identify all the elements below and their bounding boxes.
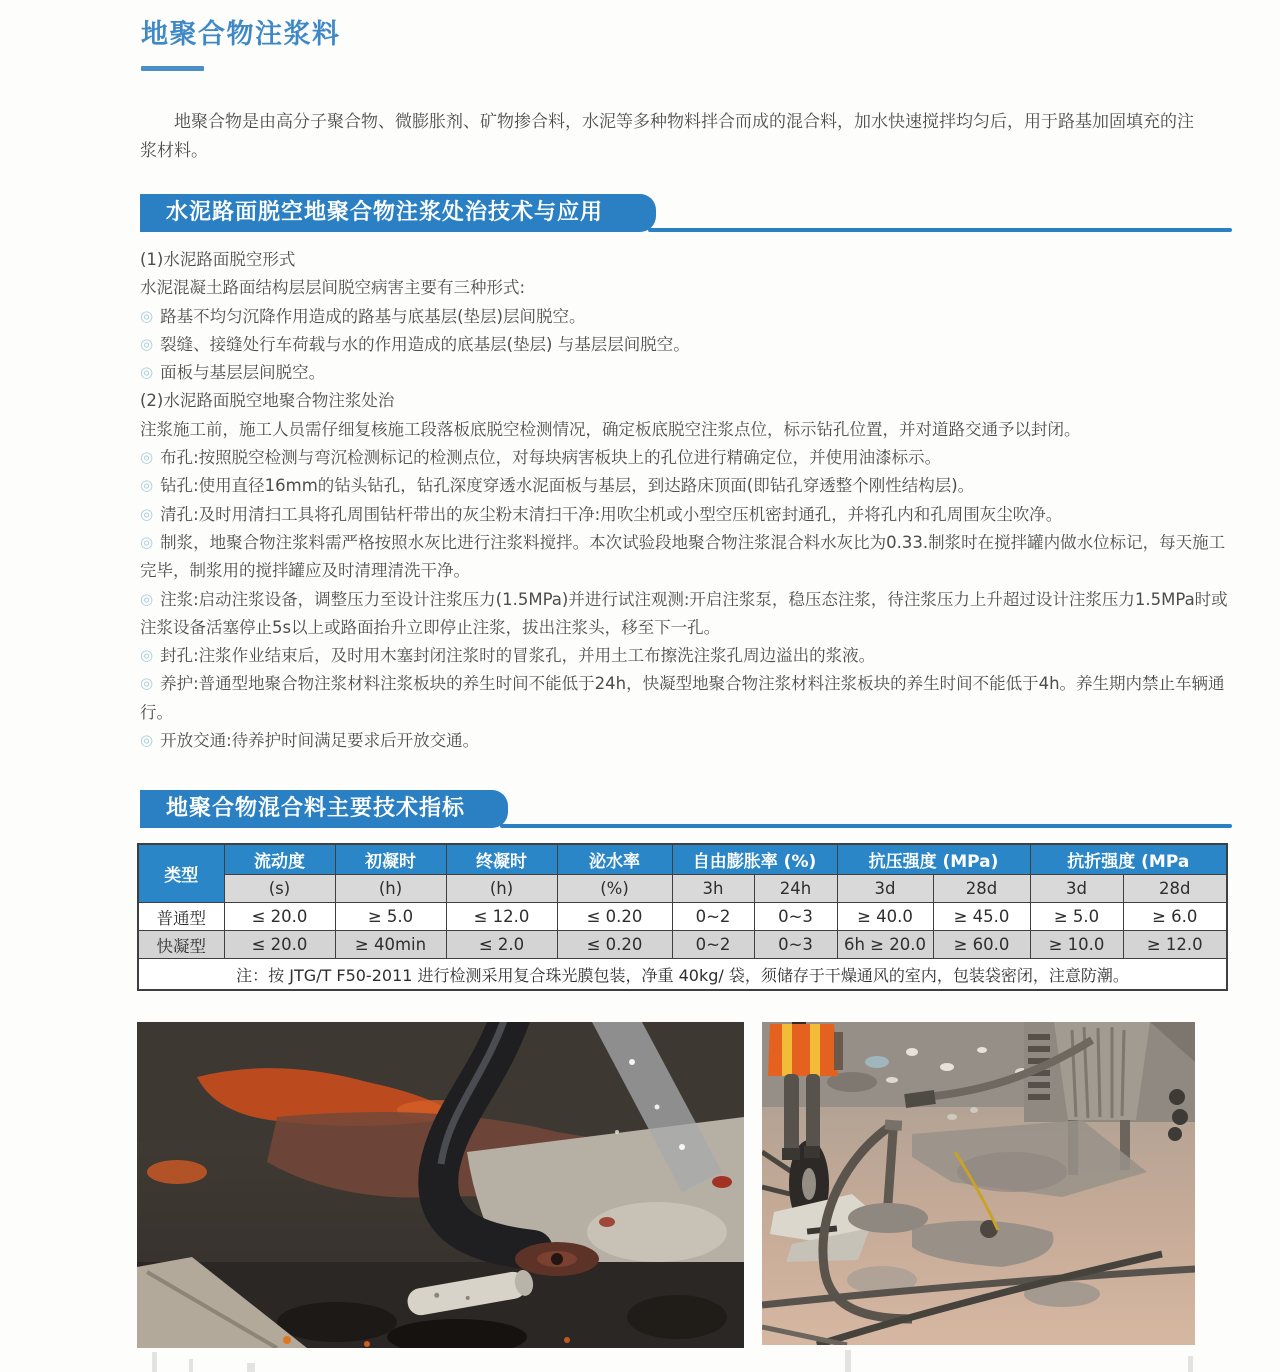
row-type-cell: 快凝型 bbox=[138, 931, 224, 959]
intro-paragraph: 地聚合物是由高分子聚合物、微膨胀剂、矿物掺合料，水泥等多种物料拌合而成的混合料，加水快速搅拌均匀后，用于路基加固填充的注浆材料。 bbox=[140, 112, 1194, 161]
spec-table bbox=[137, 843, 1228, 991]
list-item: 水泥混凝土路面结构层层间脱空病害主要有三种形式: bbox=[140, 278, 526, 298]
table-unit-cell: 3d bbox=[837, 875, 933, 903]
table-note-row bbox=[138, 959, 1227, 991]
table-cell: ≥ 12.0 bbox=[1123, 931, 1227, 959]
row-type-cell: 普通型 bbox=[138, 903, 224, 931]
ring-bullet-icon: ◎ bbox=[140, 448, 154, 467]
section-banner-treatment: 水泥路面脱空地聚合物注浆处治技术与应用 bbox=[140, 194, 656, 232]
table-cell: ≥ 10.0 bbox=[1030, 931, 1123, 959]
list-item: ◎ 制浆，地聚合物注浆料需严格按照水灰比进行注浆料搅拌。本次试验段地聚合物注浆混合料水灰比为0.33.制浆时在搅拌罐内做水位标记，每天施工完毕，制浆用的搅拌罐应及时清理清洗干净。 bbox=[140, 532, 1226, 581]
table-cell: ≤ 20.0 bbox=[224, 931, 335, 959]
list-item: ◎ 布孔:按照脱空检测与弯沉检测标记的检测点位，对每块病害板块上的孔位进行精确定位，并使用油漆标示。 bbox=[140, 448, 942, 468]
ring-bullet-icon: ◎ bbox=[140, 532, 154, 551]
table-cell: 0~3 bbox=[754, 903, 837, 931]
table-unit-cell: 24h bbox=[754, 875, 837, 903]
table-cell: 0~2 bbox=[672, 931, 754, 959]
page-artifact-mark bbox=[189, 1359, 193, 1372]
table-header-row bbox=[138, 844, 1227, 875]
table-cell: ≥ 40min bbox=[335, 931, 446, 959]
asphalt-grouting-illustration bbox=[137, 1022, 744, 1348]
ring-bullet-icon: ◎ bbox=[140, 731, 154, 750]
table-cell: ≤ 12.0 bbox=[446, 903, 557, 931]
treatment-list bbox=[140, 246, 1234, 755]
banner-rule-line bbox=[500, 824, 1232, 828]
table-cell: ≥ 45.0 bbox=[933, 903, 1030, 931]
table-header-cell: 流动度 bbox=[224, 844, 335, 875]
table-cell: ≥ 5.0 bbox=[335, 903, 446, 931]
table-header-cell: 泌水率 bbox=[557, 844, 672, 875]
table-cell: ≥ 6.0 bbox=[1123, 903, 1227, 931]
list-item: ◎ 封孔:注浆作业结束后，及时用木塞封闭注浆时的冒浆孔，并用土工布擦洗注浆孔周边溢出的浆液。 bbox=[140, 646, 876, 666]
ring-bullet-icon: ◎ bbox=[140, 476, 154, 495]
page-artifact-mark bbox=[845, 1350, 851, 1372]
table-header-cell: 终凝时 bbox=[446, 844, 557, 875]
table-unit-cell: 3d bbox=[1030, 875, 1123, 903]
table-corner-header: 类型 bbox=[138, 844, 224, 903]
table-unit-cell: (s) bbox=[224, 875, 335, 903]
list-item: ◎ 注浆:启动注浆设备，调整压力至设计注浆压力(1.5MPa)并进行试注观测:开启注浆泵，稳压态注浆，待注浆压力上升超过设计注浆压力1.5MPa时或注浆设备活塞停止5s以上或路面抬升立即停止注浆，拔出注浆头，移至下一孔。 bbox=[140, 589, 1228, 637]
table-note-cell: 注：按 JTG/T F50-2011 进行检测采用复合珠光膜包装，净重 40kg/ 袋，须储存于干燥通风的室内，包装袋密闭，注意防潮。 bbox=[138, 959, 1227, 991]
ring-bullet-icon: ◎ bbox=[140, 674, 154, 693]
photo-site-grouting-work bbox=[762, 1022, 1195, 1345]
list-item: ◎ 钻孔:使用直径16mm的钻头钻孔，钻孔深度穿透水泥面板与基层，到达路床顶面(即钻孔穿透整个刚性结构层)。 bbox=[140, 476, 975, 496]
table-cell: ≥ 60.0 bbox=[933, 931, 1030, 959]
list-item: (2)水泥路面脱空地聚合物注浆处治 bbox=[140, 391, 395, 411]
title-underline bbox=[141, 66, 204, 71]
table-unit-cell: 28d bbox=[933, 875, 1030, 903]
table-unit-cell: (h) bbox=[446, 875, 557, 903]
list-item: ◎ 面板与基层层间脱空。 bbox=[140, 363, 326, 383]
list-item: 注浆施工前，施工人员需仔细复核施工段落板底脱空检测情况，确定板底脱空注浆点位，标示钻孔位置，并对道路交通予以封闭。 bbox=[140, 419, 1081, 439]
banner-rule-line bbox=[648, 228, 1232, 232]
table-cell: ≥ 40.0 bbox=[837, 903, 933, 931]
table-cell: 0~2 bbox=[672, 903, 754, 931]
table-cell: ≥ 5.0 bbox=[1030, 903, 1123, 931]
table-cell: ≤ 2.0 bbox=[446, 931, 557, 959]
table-cell: ≤ 20.0 bbox=[224, 903, 335, 931]
table-cell: 6h ≥ 20.0 bbox=[837, 931, 933, 959]
table-cell: ≤ 0.20 bbox=[557, 903, 672, 931]
table-row bbox=[138, 931, 1227, 959]
ring-bullet-icon: ◎ bbox=[140, 334, 154, 353]
table-header-cell: 抗折强度 (MPa bbox=[1030, 844, 1227, 875]
page-title: 地聚合物注浆料 bbox=[141, 19, 341, 50]
list-item: ◎ 清孔:及时用清扫工具将孔周围钻杆带出的灰尘粉末清扫干净:用吹尘机或小型空压机密封通孔，并将孔内和孔周围灰尘吹净。 bbox=[140, 504, 1063, 524]
list-item: (1)水泥路面脱空形式 bbox=[140, 250, 296, 269]
table-unit-cell: (h) bbox=[335, 875, 446, 903]
table-header-cell: 自由膨胀率 (%) bbox=[672, 844, 837, 875]
page-artifact-mark bbox=[1188, 1356, 1193, 1372]
table-header-cell: 初凝时 bbox=[335, 844, 446, 875]
list-item: ◎ 路基不均匀沉降作用造成的路基与底基层(垫层)层间脱空。 bbox=[140, 306, 586, 326]
construction-site-illustration bbox=[762, 1022, 1195, 1345]
page-artifact-mark bbox=[152, 1352, 157, 1372]
table-subheader-row bbox=[138, 875, 1227, 903]
table-row bbox=[138, 903, 1227, 931]
ring-bullet-icon: ◎ bbox=[140, 646, 154, 665]
ring-bullet-icon: ◎ bbox=[140, 504, 154, 523]
table-unit-cell: 28d bbox=[1123, 875, 1227, 903]
table-cell: 0~3 bbox=[754, 931, 837, 959]
table-cell: ≤ 0.20 bbox=[557, 931, 672, 959]
table-header-cell: 抗压强度 (MPa) bbox=[837, 844, 1030, 875]
table-unit-cell: 3h bbox=[672, 875, 754, 903]
list-item: ◎ 开放交通:待养护时间满足要求后开放交通。 bbox=[140, 731, 480, 751]
page-artifact-mark bbox=[247, 1363, 255, 1372]
list-item: ◎ 裂缝、接缝处行车荷载与水的作用造成的底基层(垫层) 与基层层间脱空。 bbox=[140, 334, 690, 354]
list-item: ◎ 养护:普通型地聚合物注浆材料注浆板块的养生时间不能低于24h，快凝型地聚合物注浆材料注浆板块的养生时间不能低于4h。养生期内禁止车辆通行。 bbox=[140, 674, 1225, 722]
ring-bullet-icon: ◎ bbox=[140, 589, 154, 608]
ring-bullet-icon: ◎ bbox=[140, 363, 154, 382]
table-unit-cell: (%) bbox=[557, 875, 672, 903]
section-banner-specs: 地聚合物混合料主要技术指标 bbox=[140, 790, 508, 828]
photo-asphalt-grouting-hole bbox=[137, 1022, 744, 1348]
ring-bullet-icon: ◎ bbox=[140, 306, 154, 325]
